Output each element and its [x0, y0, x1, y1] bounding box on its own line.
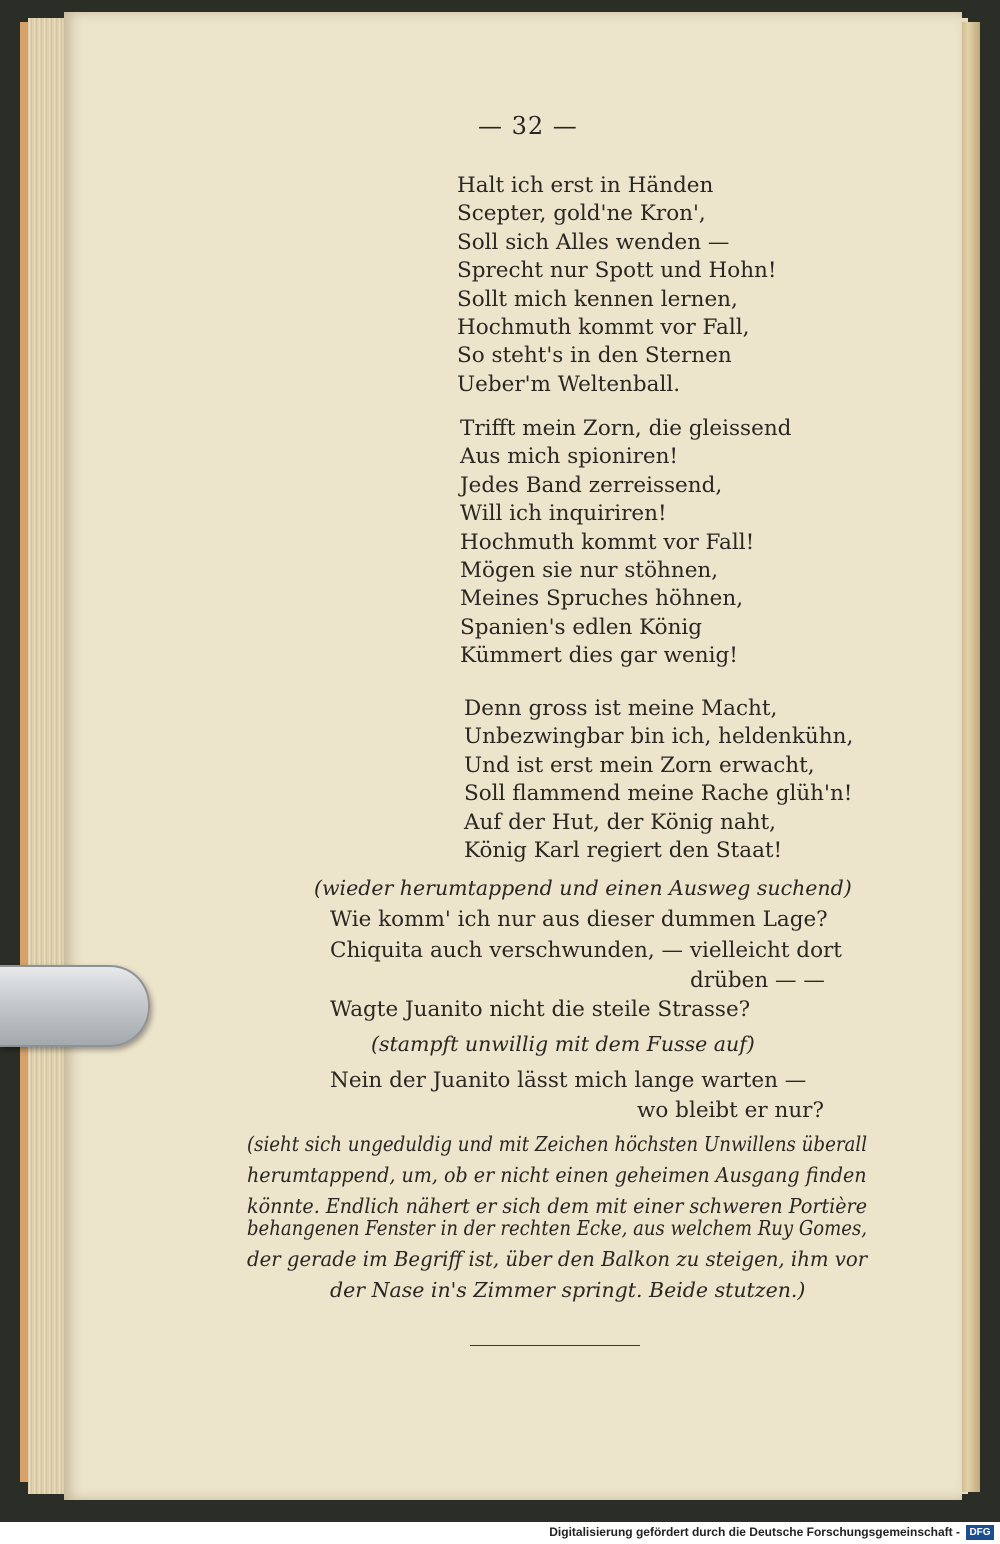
stage-direction-line: der Nase in's Zimmer springt. Beide stutzen.)	[330, 1278, 806, 1302]
verse-stanza-1	[457, 172, 777, 399]
verse-line: Jedes Band zerreissend,	[460, 472, 723, 498]
verse-line: So steht's in den Sternen	[457, 343, 732, 369]
bookmark-clip	[0, 965, 150, 1047]
dfg-logo: DFG	[966, 1525, 994, 1540]
verse-line: Halt ich erst in Händen	[457, 173, 714, 198]
stage-direction-line: der gerade im Begriff ist, über den Balkon zu steigen, ihm vor	[247, 1247, 868, 1271]
verse-line: Mögen sie nur stöhnen,	[460, 557, 719, 583]
footer-bar	[0, 1522, 1000, 1544]
verse-line: Denn gross ist meine Macht,	[464, 696, 778, 721]
verse-line: Hochmuth kommt vor Fall!	[460, 529, 755, 555]
verse-stanza-3	[464, 695, 853, 865]
stage-direction-line: behangenen Fenster in der rechten Ecke, aus welchem Ruy Gomes,	[247, 1216, 867, 1240]
verse-line: Auf der Hut, der König naht,	[464, 809, 777, 835]
digitization-credit: Digitalisierung gefördert durch die Deutsche Forschungsgemeinschaft -	[549, 1525, 960, 1539]
verse-line: Trifft mein Zorn, die gleissend	[460, 416, 792, 441]
verse-line: Kümmert dies gar wenig!	[460, 643, 738, 669]
verse-stanza-2	[460, 415, 791, 671]
stage-direction-line: könnte. Endlich nähert er sich dem mit einer schweren Portière	[247, 1194, 868, 1218]
verse-line: Und ist erst mein Zorn erwacht,	[464, 752, 815, 778]
stage-direction: (wieder herumtappend und einen Ausweg suchend)	[314, 876, 852, 900]
section-divider	[470, 1345, 640, 1346]
verse-line: Ueber'm Weltenball.	[457, 371, 681, 397]
verse-line: Will ich inquiriren!	[460, 501, 667, 527]
verse-line: Sollt mich kennen lernen,	[457, 286, 738, 312]
page-number: — 32 —	[478, 112, 578, 140]
dialogue-line: Nein der Juanito lässt mich lange warten —	[330, 1068, 807, 1093]
verse-line: Soll flammend meine Rache glüh'n!	[464, 781, 853, 807]
verse-line: Hochmuth kommt vor Fall,	[457, 314, 750, 340]
verse-line: Scepter, gold'ne Kron',	[457, 201, 706, 227]
stage-direction: (stampft unwillig mit dem Fusse auf)	[371, 1032, 755, 1056]
dialogue-line: Wagte Juanito nicht die steile Strasse?	[330, 997, 751, 1022]
verse-line: Aus mich spioniren!	[460, 444, 679, 470]
verse-line: König Karl regiert den Staat!	[464, 837, 783, 863]
stage-direction-line: (sieht sich ungeduldig und mit Zeichen höchsten Unwillens überall	[247, 1132, 868, 1156]
verse-line: Meines Spruches höhnen,	[460, 586, 744, 612]
verse-line: Spanien's edlen König	[460, 614, 703, 640]
verse-line: Unbezwingbar bin ich, heldenkühn,	[464, 724, 854, 750]
verse-line: Sprecht nur Spott und Hohn!	[457, 258, 777, 284]
book-spine-edge	[960, 22, 980, 1492]
dialogue-line-continuation: drüben — —	[690, 968, 825, 993]
stage-direction-line: herumtappend, um, ob er nicht einen geheimen Ausgang finden	[247, 1163, 867, 1187]
dialogue-line: Chiquita auch verschwunden, — vielleicht dort	[330, 938, 842, 963]
verse-line: Soll sich Alles wenden —	[457, 229, 730, 255]
dialogue-line-continuation: wo bleibt er nur?	[637, 1098, 824, 1123]
dialogue-line: Wie komm' ich nur aus dieser dummen Lage?	[330, 907, 828, 932]
